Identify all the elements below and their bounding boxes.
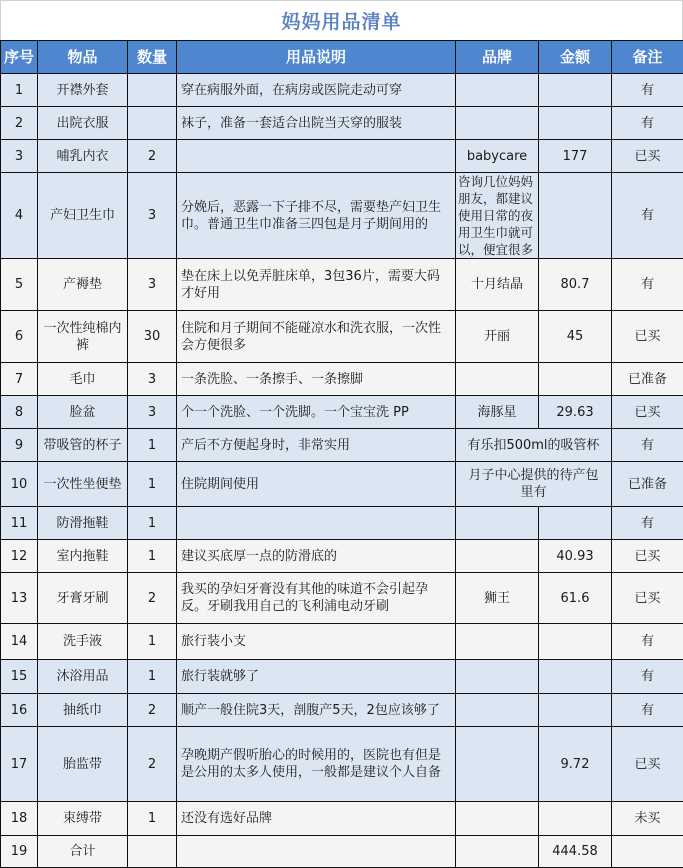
table-row [1, 624, 683, 660]
cell-desc[interactable]: 住院期间使用 [177, 462, 456, 507]
cell-amount[interactable] [539, 802, 612, 836]
cell-desc[interactable]: 还没有选好品牌 [177, 802, 456, 836]
cell-item[interactable]: 脸盆 [38, 396, 128, 429]
cell-qty[interactable]: 1 [128, 660, 177, 694]
cell-amount[interactable] [539, 107, 612, 140]
cell-qty[interactable]: 1 [128, 462, 177, 507]
cell-no[interactable]: 7 [1, 363, 38, 396]
cell-qty[interactable] [128, 74, 177, 107]
table-row [1, 462, 683, 507]
cell-brand[interactable]: 海豚星 [456, 396, 539, 429]
cell-qty[interactable]: 2 [128, 694, 177, 727]
cell-note[interactable]: 有 [612, 507, 683, 540]
sheet-title-cell[interactable] [0, 0, 683, 40]
cell-desc[interactable]: 穿在病服外面，在病房或医院走动可穿 [177, 74, 456, 107]
cell-note[interactable]: 有 [612, 660, 683, 694]
cell-item[interactable]: 沐浴用品 [38, 660, 128, 694]
cell-note[interactable]: 已买 [612, 727, 683, 802]
cell-no[interactable]: 19 [1, 836, 38, 868]
cell-qty[interactable]: 1 [128, 507, 177, 540]
cell-no[interactable]: 13 [1, 573, 38, 624]
table-row [1, 107, 683, 140]
cell-no[interactable]: 14 [1, 624, 38, 660]
header-qty[interactable]: 数量 [128, 41, 177, 74]
cell-qty[interactable] [128, 107, 177, 140]
cell-no[interactable]: 3 [1, 140, 38, 173]
cell-amount[interactable]: 177 [539, 140, 612, 173]
cell-desc[interactable] [177, 836, 456, 868]
table-row [1, 573, 683, 624]
cell-note[interactable]: 有 [612, 74, 683, 107]
cell-item[interactable]: 抽纸巾 [38, 694, 128, 727]
cell-no[interactable]: 11 [1, 507, 38, 540]
table-row [1, 74, 683, 107]
cell-item[interactable]: 防滑拖鞋 [38, 507, 128, 540]
cell-item[interactable]: 带吸管的杯子 [38, 429, 128, 462]
cell-note[interactable]: 已买 [612, 311, 683, 363]
cell-desc[interactable]: 垫在床上以免弄脏床单，3包36片，需要大码才好用 [177, 259, 456, 311]
cell-item[interactable]: 室内拖鞋 [38, 540, 128, 573]
cell-desc[interactable]: 旅行装小支 [177, 624, 456, 660]
header-row [1, 41, 683, 74]
cell-note[interactable]: 已买 [612, 396, 683, 429]
table-row [1, 173, 683, 259]
shopping-list-table [0, 40, 683, 868]
cell-item[interactable]: 开襟外套 [38, 74, 128, 107]
table-row [1, 660, 683, 694]
cell-desc[interactable] [177, 140, 456, 173]
cell-note[interactable]: 有 [612, 694, 683, 727]
cell-qty[interactable]: 3 [128, 259, 177, 311]
cell-brand[interactable] [456, 660, 539, 694]
cell-amount[interactable]: 40.93 [539, 540, 612, 573]
cell-brand[interactable]: 开丽 [456, 311, 539, 363]
cell-no[interactable]: 1 [1, 74, 38, 107]
cell-brand-merged[interactable]: 月子中心提供的待产包里有 [456, 462, 612, 507]
cell-desc[interactable] [177, 507, 456, 540]
cell-note[interactable]: 有 [612, 173, 683, 259]
cell-desc[interactable]: 袜子，准备一套适合出院当天穿的服装 [177, 107, 456, 140]
cell-note[interactable]: 有 [612, 624, 683, 660]
cell-desc[interactable]: 一条洗脸、一条擦手、一条擦脚 [177, 363, 456, 396]
cell-desc[interactable]: 顺产一般住院3天，剖腹产5天，2包应该够了 [177, 694, 456, 727]
cell-item[interactable]: 产妇卫生巾 [38, 173, 128, 259]
table-row [1, 802, 683, 836]
cell-qty[interactable]: 1 [128, 540, 177, 573]
cell-no[interactable]: 2 [1, 107, 38, 140]
cell-brand[interactable]: 狮王 [456, 573, 539, 624]
cell-amount[interactable] [539, 363, 612, 396]
header-desc[interactable]: 用品说明 [177, 41, 456, 74]
header-note[interactable]: 备注 [612, 41, 683, 74]
cell-item[interactable]: 出院衣服 [38, 107, 128, 140]
cell-amount[interactable]: 61.6 [539, 573, 612, 624]
cell-amount[interactable] [539, 74, 612, 107]
cell-note[interactable]: 已买 [612, 540, 683, 573]
cell-amount[interactable] [539, 660, 612, 694]
cell-desc[interactable]: 个一个洗脸、一个洗脚。一个宝宝洗 PP [177, 396, 456, 429]
cell-item[interactable]: 毛巾 [38, 363, 128, 396]
cell-brand[interactable] [456, 624, 539, 660]
cell-qty[interactable]: 30 [128, 311, 177, 363]
cell-no[interactable]: 8 [1, 396, 38, 429]
cell-brand-merged[interactable]: 有乐扣500ml的吸管杯 [456, 429, 612, 462]
cell-brand[interactable] [456, 694, 539, 727]
cell-no[interactable]: 17 [1, 727, 38, 802]
cell-item[interactable]: 产褥垫 [38, 259, 128, 311]
cell-amount[interactable] [539, 507, 612, 540]
cell-brand[interactable]: 咨询几位妈妈朋友，都建议使用日常的夜用卫生巾就可以，便宜很多 [456, 173, 539, 259]
table-row [1, 694, 683, 727]
table-row [1, 727, 683, 802]
table-row [1, 396, 683, 429]
total-row [1, 836, 683, 868]
cell-note[interactable] [612, 836, 683, 868]
cell-no[interactable]: 10 [1, 462, 38, 507]
cell-qty[interactable] [128, 836, 177, 868]
table-row [1, 363, 683, 396]
cell-amount[interactable]: 80.7 [539, 259, 612, 311]
cell-item[interactable]: 哺乳内衣 [38, 140, 128, 173]
cell-qty[interactable]: 1 [128, 624, 177, 660]
cell-note[interactable]: 已准备 [612, 363, 683, 396]
cell-desc[interactable]: 分娩后，恶露一下子排不尽，需要垫产妇卫生巾。普通卫生巾准备三四包是月子期间用的 [177, 173, 456, 259]
cell-brand[interactable]: 十月结晶 [456, 259, 539, 311]
cell-desc[interactable]: 建议买底厚一点的防滑底的 [177, 540, 456, 573]
cell-no[interactable]: 4 [1, 173, 38, 259]
cell-brand[interactable] [456, 802, 539, 836]
cell-brand[interactable] [456, 74, 539, 107]
cell-qty[interactable]: 3 [128, 363, 177, 396]
cell-no[interactable]: 5 [1, 259, 38, 311]
cell-qty[interactable]: 2 [128, 140, 177, 173]
cell-item[interactable]: 一次性坐便垫 [38, 462, 128, 507]
cell-note[interactable]: 已买 [612, 140, 683, 173]
header-brand[interactable]: 品牌 [456, 41, 539, 74]
cell-amount[interactable] [539, 694, 612, 727]
cell-brand[interactable] [456, 507, 539, 540]
cell-no[interactable]: 16 [1, 694, 38, 727]
cell-note[interactable]: 已准备 [612, 462, 683, 507]
cell-total-amount[interactable]: 444.58 [539, 836, 612, 868]
header-no[interactable]: 序号 [1, 41, 38, 74]
header-item[interactable]: 物品 [38, 41, 128, 74]
cell-qty[interactable]: 3 [128, 173, 177, 259]
cell-item[interactable]: 一次性纯棉内裤 [38, 311, 128, 363]
cell-no[interactable]: 6 [1, 311, 38, 363]
cell-note[interactable]: 已买 [612, 573, 683, 624]
cell-amount[interactable]: 29.63 [539, 396, 612, 429]
header-amount[interactable]: 金额 [539, 41, 612, 74]
cell-qty[interactable]: 2 [128, 573, 177, 624]
cell-qty[interactable]: 2 [128, 727, 177, 802]
cell-item[interactable]: 胎监带 [38, 727, 128, 802]
cell-no[interactable]: 9 [1, 429, 38, 462]
cell-item[interactable]: 合计 [38, 836, 128, 868]
table-row [1, 540, 683, 573]
cell-brand[interactable] [456, 836, 539, 868]
cell-note[interactable]: 有 [612, 107, 683, 140]
cell-brand[interactable] [456, 540, 539, 573]
cell-desc[interactable]: 旅行装就够了 [177, 660, 456, 694]
cell-brand[interactable] [456, 107, 539, 140]
cell-no[interactable]: 15 [1, 660, 38, 694]
sheet-title: 妈妈用品清单 [281, 7, 401, 34]
table-row [1, 311, 683, 363]
table-row [1, 140, 683, 173]
cell-qty[interactable]: 1 [128, 802, 177, 836]
cell-brand[interactable] [456, 363, 539, 396]
cell-desc[interactable]: 住院和月子期间不能碰凉水和洗衣服，一次性会方便很多 [177, 311, 456, 363]
cell-desc[interactable]: 我买的孕妇牙膏没有其他的味道不会引起孕反。牙刷我用自己的飞利浦电动牙刷 [177, 573, 456, 624]
cell-qty[interactable]: 1 [128, 429, 177, 462]
cell-no[interactable]: 12 [1, 540, 38, 573]
cell-item[interactable]: 洗手液 [38, 624, 128, 660]
table-row [1, 507, 683, 540]
table-row [1, 259, 683, 311]
cell-desc[interactable]: 孕晚期产假听胎心的时候用的，医院也有但是是公用的太多人使用，一般都是建议个人自备 [177, 727, 456, 802]
cell-amount[interactable]: 9.72 [539, 727, 612, 802]
cell-amount[interactable] [539, 624, 612, 660]
cell-desc[interactable]: 产后不方便起身时，非常实用 [177, 429, 456, 462]
table-row [1, 429, 683, 462]
cell-amount[interactable] [539, 173, 612, 259]
cell-note[interactable]: 未买 [612, 802, 683, 836]
cell-amount[interactable]: 45 [539, 311, 612, 363]
cell-brand[interactable]: babycare [456, 140, 539, 173]
cell-brand[interactable] [456, 727, 539, 802]
cell-qty[interactable]: 3 [128, 396, 177, 429]
cell-note[interactable]: 有 [612, 429, 683, 462]
cell-note[interactable]: 有 [612, 259, 683, 311]
cell-item[interactable]: 束缚带 [38, 802, 128, 836]
cell-no[interactable]: 18 [1, 802, 38, 836]
cell-item[interactable]: 牙膏牙刷 [38, 573, 128, 624]
